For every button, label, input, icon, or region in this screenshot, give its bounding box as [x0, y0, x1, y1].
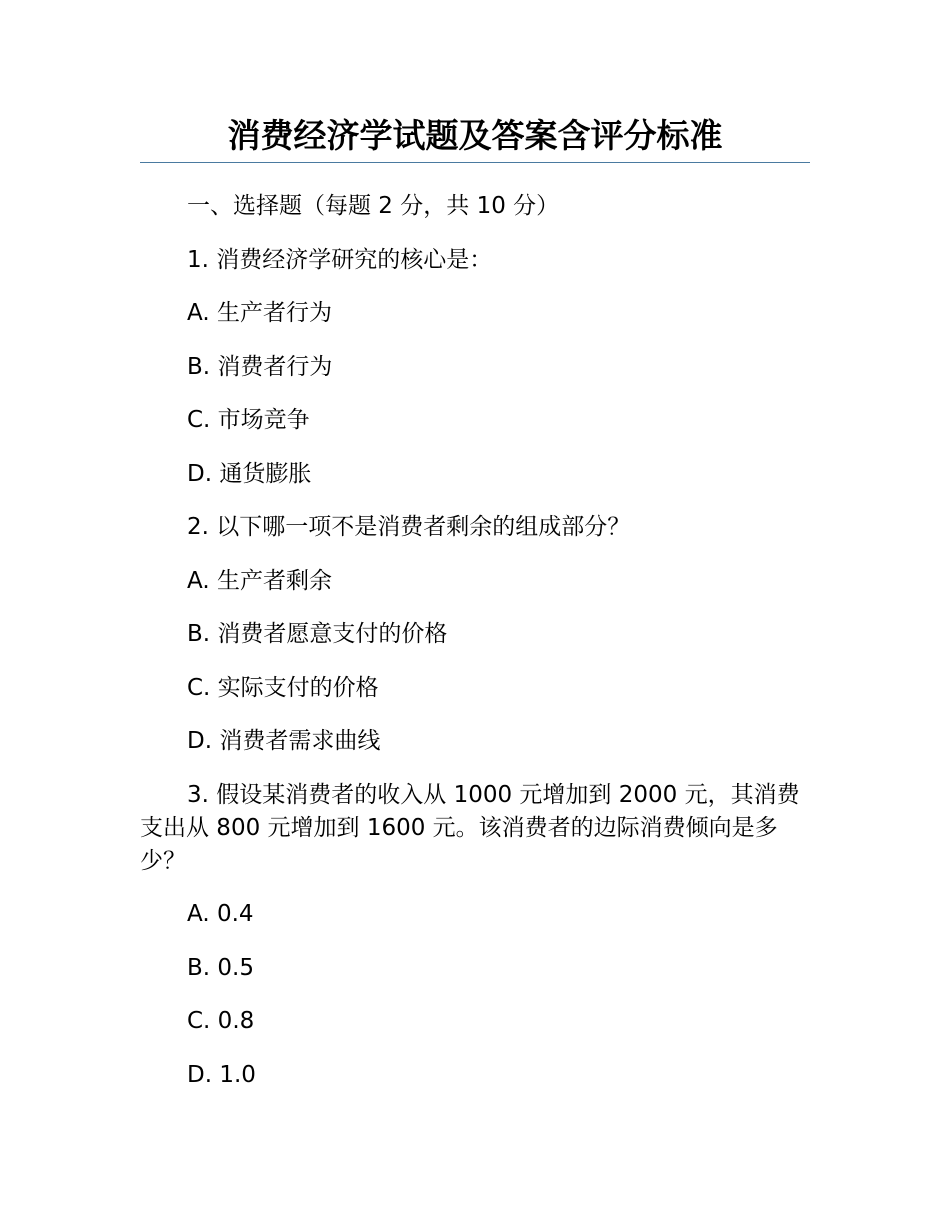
question-2-option-d: D. 消费者需求曲线: [187, 728, 381, 754]
question-3-option-c: C. 0.8: [187, 1008, 255, 1034]
question-3: 3. 假设某消费者的收入从 1000 元增加到 2000 元，其消费支出从 800 元增加到 1600 元。该消费者的边际消费倾向是多少？: [140, 781, 800, 874]
question-1: 1. 消费经济学研究的核心是：: [187, 246, 493, 273]
question-3-option-b: B. 0.5: [187, 954, 254, 981]
question-1-option-b: B. 消费者行为: [187, 353, 333, 380]
section-heading: 一、选择题（每题 2 分，共 10 分）: [187, 193, 560, 219]
title-underline: [140, 162, 810, 163]
question-2-option-c: C. 实际支付的价格: [187, 674, 379, 701]
document-body: [140, 190, 810, 1112]
question-2-option-b: B. 消费者愿意支付的价格: [187, 621, 448, 647]
question-2: 2. 以下哪一项不是消费者剩余的组成部分？: [187, 514, 631, 540]
question-1-option-d: D. 通货膨胀: [187, 460, 312, 487]
question-1-option-c: C. 市场竞争: [187, 407, 310, 433]
question-3-option-d: D. 1.0: [187, 1061, 256, 1088]
question-1-option-a: A. 生产者行为: [187, 300, 332, 326]
question-3-option-a: A. 0.4: [187, 901, 254, 927]
document-title: 消费经济学试题及答案含评分标准: [227, 116, 723, 155]
question-2-option-a: A. 生产者剩余: [187, 567, 332, 594]
